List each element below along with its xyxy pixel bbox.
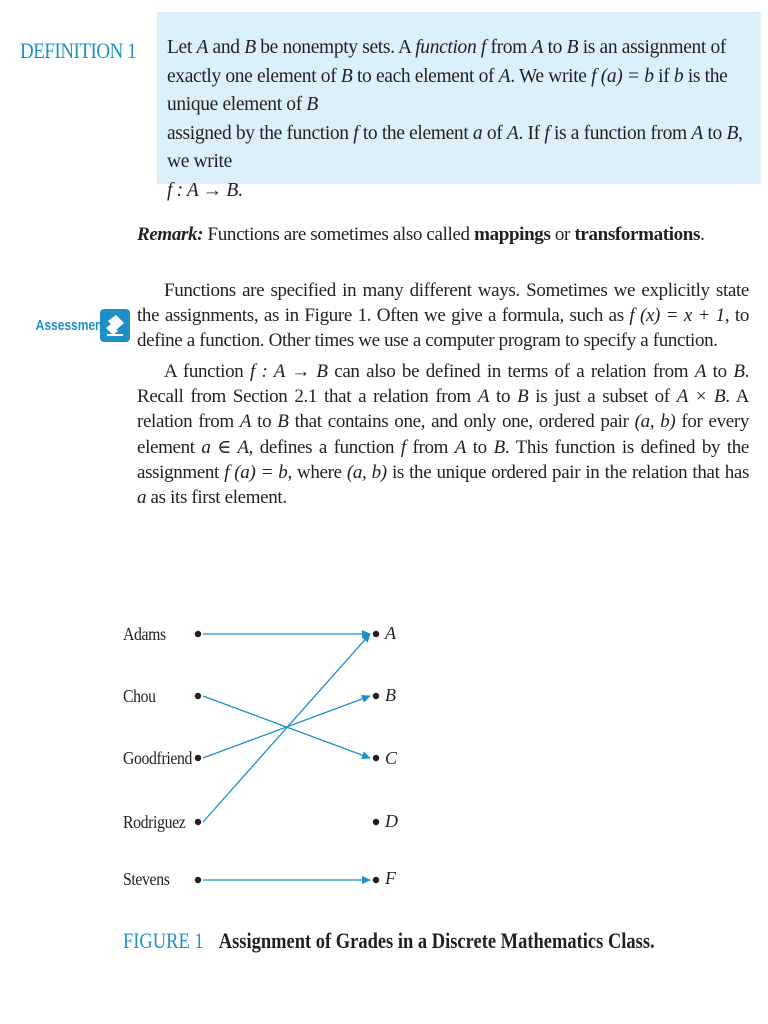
arrow-rodriguez-to-a [203,634,370,822]
student-dot-goodfriend [195,755,201,761]
student-dot-rodriguez [195,819,201,825]
grade-dot-f [373,877,379,883]
grade-dot-a [373,631,379,637]
figure-1 [0,600,768,900]
student-dot-adams [195,631,201,637]
figure-caption [123,928,655,954]
caption-title: Assignment of Grades in a Discrete Mathematics Class. [218,928,655,953]
student-dot-stevens [195,877,201,883]
paragraph-1: Functions are specified in many different ways. Sometimes we explicitly state the assignments, as in Figure 1. Often we give a formula, such as f (x) = x + 1, to define a function. Other times we use a computer program to specify a function. [137,280,749,352]
student-label-chou: Chou [123,686,156,706]
grade-label-c: C [385,748,398,768]
assessment-label: Assessment [35,317,107,334]
grade-label-b: B [385,685,396,705]
student-label-rodriguez: Rodriguez [123,812,186,832]
student-label-adams: Adams [123,624,166,644]
definition-text: Let A and B be nonempty sets. A function f from A to B is an assignment of exactly one element of B to each element of A. We write f (a) = b if b is the unique element of B assigned by the function f to the element a of A. If f is a function from A to B, we write f : A → B. [167,37,743,201]
grade-dot-d [373,819,379,825]
grade-dot-b [373,693,379,699]
figure-arrows [0,600,768,900]
grade-dot-c [373,755,379,761]
assessment-marker[interactable] [18,309,130,342]
grade-label-f: F [385,868,396,888]
paragraph-2: A function f : A → B can also be defined in terms of a relation from A to B. Recall from Section 2.1 that a relation from A to B is just a subset of A × B. A relation from A to B that contains one, and only one, ordered pair (a, b) for every element a ∈ A, defines a function f from A to B. This function is defined by the assignment f (a) = b, where (a, b) is the unique ordered pair in the relation that has a as its first element. [137,361,750,509]
grade-label-a: A [385,623,396,643]
definition-label: DEFINITION 1 [20,38,137,63]
remark: Remark: Functions are sometimes also called mappings or transformations. [137,224,705,245]
grade-label-d: D [385,811,398,831]
student-label-goodfriend: Goodfriend [123,748,193,768]
student-label-stevens: Stevens [123,869,170,889]
caption-number: FIGURE 1 [123,928,204,953]
student-dot-chou [195,693,201,699]
